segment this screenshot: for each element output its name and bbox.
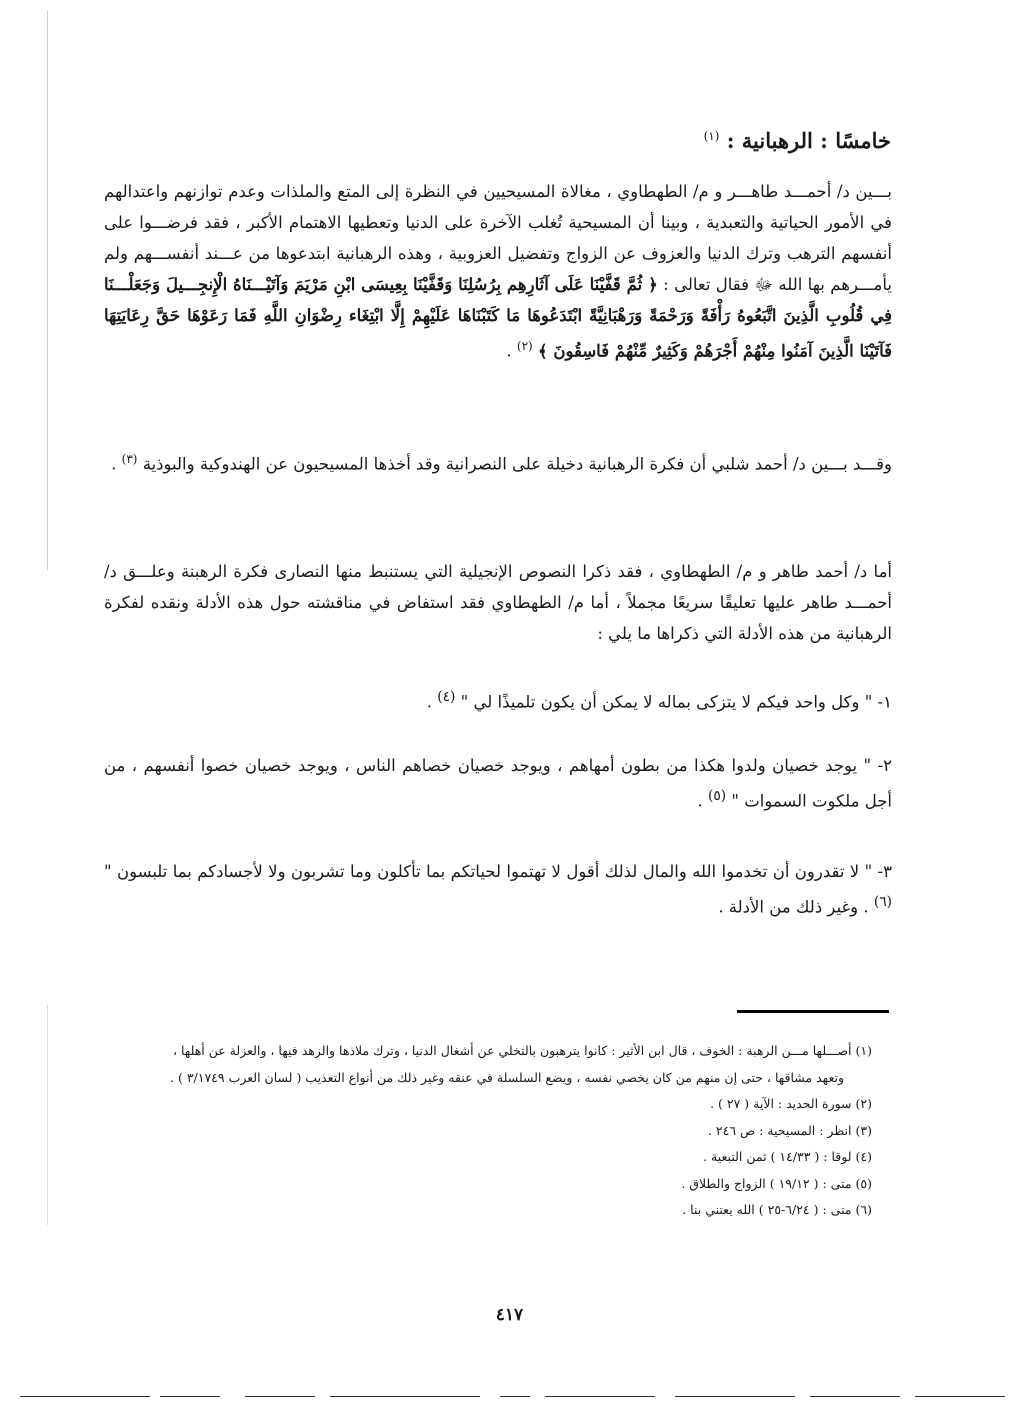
heading-text: خامسًا : الرهبانية : (726, 128, 891, 153)
footnote: (٣) انظر : المسيحية : ص ٢٤٦ . (707, 1122, 872, 1138)
list-item-text: ١- " وكل واحد فيكم لا يتزكى بماله لا يمكن أن يكون تلميذًا لي " (460, 692, 892, 712)
scan-line-segment (810, 1396, 900, 1397)
paragraph-end: . (111, 454, 117, 474)
list-item-text: ٣- " لا تقدرون أن تخدموا الله والمال لذلك أقول لا تهتموا لحياتكم بما تأكلون وما تشربون ولا لأجسادكم بما تلبسون " (104, 862, 892, 881)
scan-line-segment (675, 1396, 795, 1397)
footnote-ref: (٥) (708, 788, 727, 804)
list-item-end: . (426, 692, 433, 712)
footnote: (٥) متى : ( ١٩/١٢ ) الزواج والطلاق . (681, 1175, 872, 1191)
quran-verse: ﴿ ثُمَّ قَفَّيْنَا عَلَى آثَارِهِم بِرُسُلِنَا وَقَفَّيْنَا بِعِيسَى ابْنِ مَرْيَمَ وَآتَيْـــنَاهُ الْإِنجِـــيلَ وَجَعَلْـــنَا فِي قُلُوبِ الَّذِينَ اتَّبَعُوهُ رَأْفَةً وَرَحْمَةً وَرَهْبَانِيَّةً ابْتَدَعُوهَا مَا كَتَبْنَاهَا عَلَيْهِمْ إِلَّا ابْتِغَاء رِضْوَانِ اللَّهِ فَمَا رَعَوْهَا حَقَّ رِعَايَتِهَا فَآتَيْنَا الَّذِينَ آمَنُوا مِنْهُمْ أَجْرَهُمْ وَكَثِيرٌ مِّنْهُمْ فَاسِقُونَ ﴾ (104, 275, 892, 361)
page-number: ٤١٧ (495, 1305, 524, 1325)
footnote-ref: (٣) (121, 452, 138, 466)
paragraph-evidence (104, 556, 892, 649)
list-item-end: . (697, 791, 703, 811)
list-item (104, 856, 892, 923)
footnote-ref: (٢) (516, 339, 533, 353)
footnote-ref: (٤) (437, 689, 456, 705)
scan-line-segment (545, 1396, 655, 1397)
scan-line-segment (20, 1396, 150, 1397)
paragraph-shalabi (104, 444, 892, 480)
list-item (104, 682, 892, 718)
footnote: (٦) متى : ( ٦/٢٤-٢٥ ) الله يعتني بنا . (682, 1202, 872, 1217)
paragraph-intro (104, 176, 892, 367)
paragraph-text: بـــين د/ أحمـــد طاهـــر و م/ الطهطاوي ، مغالاة المسيحيين في النظرة إلى المتع والملذات وعدم توازنهم واعتدالهم في الأمور الحياتية والتعبدية ، وبينا أن المسيحية تُغلب الآخرة على الدنيا وتعطيها الاهتمام الأكبر ، فقد فرضـــوا على أنفسهم الترهب وترك الدنيا والعزوف عن الزواج وتفضيل العزوبية ، وهذه الرهبانية ابتدعوها من عـــند أنفســـهم ولم يأمـــرهم بها الله ﷻ فقال تعالى : (104, 182, 893, 294)
footnote: (٤) لوقا : ( ١٤/٣٣ ) ثمن التبعية . (703, 1149, 872, 1164)
list-item-end: . وغير ذلك من الأدلة . (718, 897, 869, 917)
scan-bottom-lines (0, 1396, 1019, 1400)
footnote: (٢) سورة الحديد : الآية ( ٢٧ ) . (710, 1096, 872, 1111)
list-item-text: ٢- " يوجد خصيان ولدوا هكذا من بطون أمهاهم ، ويوجد خصيان خصاهم الناس ، ويوجد خصيان خصوا أنفسهم ، من أجل ملكوت السموات " (104, 756, 892, 811)
footnote-continuation: وتعهد مشاقها ، حتى إن منهم من كان يخصي نفسه ، ويضع السلسلة في عنقه وغير ذلك من أنواع التعذيب ( لسان العرب ٣/١٧٤٩ ) . (170, 1069, 844, 1085)
heading-footnote-ref: (١) (703, 129, 720, 143)
section-heading (704, 128, 891, 153)
scan-line-segment (160, 1396, 220, 1397)
footnote-ref: (٦) (873, 894, 892, 910)
scan-artifact-line (47, 10, 48, 570)
paragraph-end: . (506, 341, 512, 361)
footnotes (104, 1038, 872, 1224)
footnote-divider (737, 1010, 889, 1013)
paragraph-text: أما د/ أحمد طاهر و م/ الطهطاوي ، فقد ذكرا النصوص الإنجيلية التي يستنبط منها النصارى فكرة الرهبنة وعلـــق د/ أحمـــد طاهر عليها تعليقًا سريعًا مجملاً ، أما م/ الطهطاوي فقد استفاض في مناقشته حول هذه الأدلة ونقده لفكرة الرهبانية من هذه الأدلة التي ذكراها ما يلي : (104, 562, 892, 643)
list-item (104, 750, 892, 817)
scan-line-segment (330, 1396, 480, 1397)
paragraph-text: وقـــد بـــين د/ أحمد شلبي أن فكرة الرهبانية دخيلة على النصرانية وقد أخذها المسيحيون عن الهندوكية والبوذية (142, 454, 892, 474)
scan-line-segment (500, 1396, 530, 1397)
scan-line-segment (915, 1396, 1005, 1397)
scan-line-segment (245, 1396, 315, 1397)
footnote: (١) أصـــلها مـــن الرهبة : الخوف ، قال ابن الأثير : كانوا يترهبون بالتخلي عن أشغال الدنيا ، وترك ملاذها والزهد فيها ، والعزلة عن أهلها ، (172, 1043, 872, 1058)
scan-artifact-line (47, 1005, 48, 1225)
